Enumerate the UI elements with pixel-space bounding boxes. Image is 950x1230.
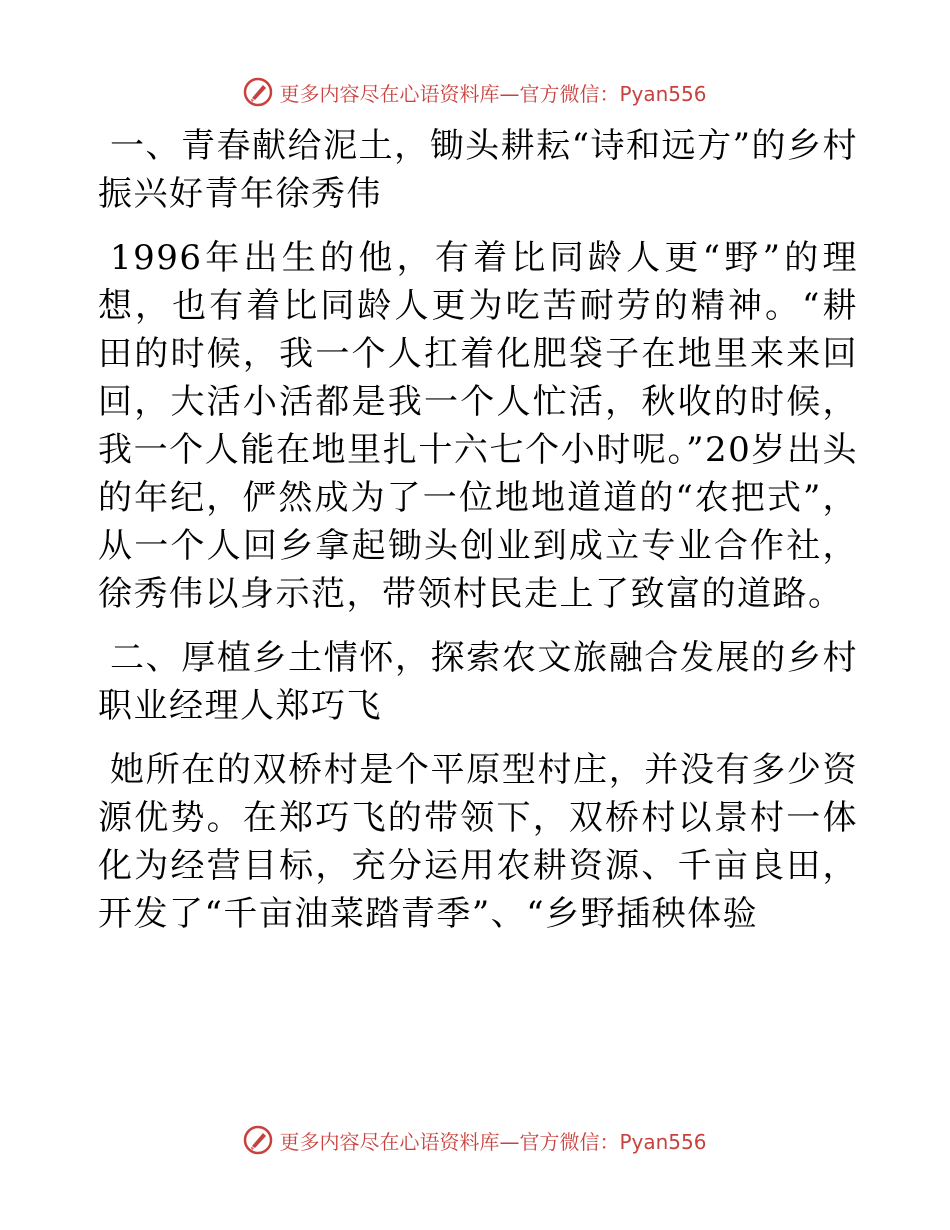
- section-heading-1: 一、青春献给泥土，锄头耕耘“诗和远方”的乡村振兴好青年徐秀伟: [98, 126, 858, 214]
- pen-seal-logo-icon: [243, 1125, 273, 1155]
- watermark-header: [0, 72, 950, 112]
- watermark-footer: [0, 1120, 950, 1160]
- watermark-text: 更多内容尽在心语资料库—官方微信：Pyan556: [279, 1129, 707, 1154]
- body-paragraph-2: 她所在的双桥村是个平原型村庄，并没有多少资源优势。在郑巧飞的带领下，双桥村以景村一体化为经营目标，充分运用农耕资源、千亩良田，开发了“千亩油菜踏青季”、“乡野插秧体验: [98, 750, 858, 934]
- section-heading-2: 二、厚植乡土情怀，探索农文旅融合发展的乡村职业经理人郑巧飞: [98, 638, 858, 726]
- watermark-text: 更多内容尽在心语资料库—官方微信：Pyan556: [279, 81, 707, 106]
- pen-seal-logo-icon: [243, 77, 273, 107]
- document-body: [98, 122, 858, 938]
- body-paragraph-1: 1996年出生的他，有着比同龄人更“野”的理想，也有着比同龄人更为吃苦耐劳的精神。“耕田的时候，我一个人扛着化肥袋子在地里来来回回，大活小活都是我一个人忙活，秋收的时候，我一个人能在地里扎十六七个小时呢。”20岁出头的年纪，俨然成为了一位地地道道的“农把式”，从一个人回乡拿起锄头创业到成立专业合作社，徐秀伟以身示范，带领村民走上了致富的道路。: [98, 238, 858, 614]
